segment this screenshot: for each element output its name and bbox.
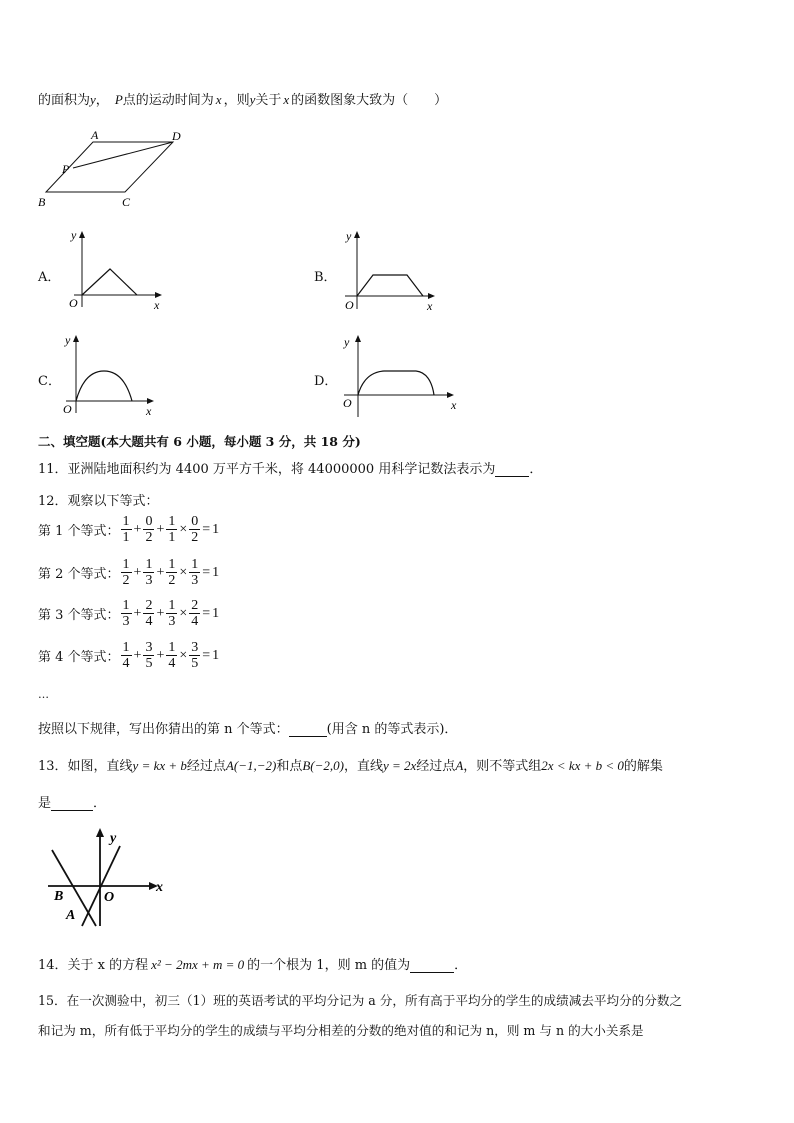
q13-end: ．: [93, 796, 107, 811]
q13-line1: y = kx + b: [132, 758, 187, 773]
fraction: $\frac{1}{2}$: [122, 557, 130, 588]
fraction: $\frac{0}{2}$: [145, 514, 153, 545]
origin-label: O: [345, 298, 354, 312]
label-b: B: [38, 195, 46, 209]
var-y: y: [90, 92, 96, 107]
fraction: $\frac{1}{2}$: [168, 557, 176, 588]
q14-end: ．: [454, 958, 468, 973]
q13-text-f: ，则不等式组: [463, 759, 542, 774]
origin-label: O: [69, 296, 78, 310]
var-p: P: [114, 92, 123, 107]
y-axis-arrow: [73, 335, 79, 342]
answer-blank[interactable]: [51, 796, 93, 811]
fraction: $\frac{1}{3}$: [145, 557, 153, 588]
q12-rule: [38, 718, 457, 737]
origin-label: O: [63, 402, 72, 416]
answer-blank[interactable]: [495, 462, 529, 477]
label-x: x: [156, 880, 163, 895]
var-x: x: [215, 92, 222, 107]
graph-triangle: [82, 269, 137, 295]
segment-pd: [73, 142, 173, 168]
axis-label-y: y: [344, 335, 350, 349]
q12-rule-text: 按照以下规律，写出你猜出的第 n 个等式：: [38, 722, 289, 737]
axis-label-y: y: [71, 228, 77, 242]
fraction: $\frac{1}{3}$: [122, 598, 130, 629]
section-title: 二、填空题(本大题共有 6 小题，每小题 3 分，共 18 分): [38, 434, 361, 449]
y-axis-arrow: [354, 231, 360, 238]
fraction: $\frac{3}{5}$: [191, 640, 199, 671]
q14-text-b: 的一个根为 1，则 m 的值为: [247, 958, 411, 973]
axis-label-y: y: [346, 229, 352, 243]
axis-label-x: x: [146, 404, 152, 418]
label-c: C: [122, 195, 131, 209]
fraction: $\frac{2}{4}$: [145, 598, 153, 629]
axis-label-x: x: [427, 299, 433, 313]
fraction: $\frac{1}{3}$: [168, 598, 176, 629]
label-d: D: [172, 129, 181, 143]
graph-arc: [76, 371, 132, 401]
equation-row: 第 2 个等式： $\frac{1}{2}$ + $\frac{1}{3}$ + $\frac{1}{2}$ × $\frac{1}{3}$ = 1: [38, 557, 220, 588]
q10-text-d: 关于: [255, 93, 282, 108]
q13-text-d: ，直线: [343, 759, 383, 774]
q10-text-e: 的函数图象大致为（ ）: [291, 93, 448, 108]
equation-result: 1: [212, 564, 220, 580]
axis-label-x: x: [154, 298, 160, 312]
equation-result: 1: [212, 647, 220, 663]
fraction: $\frac{1}{3}$: [191, 557, 199, 588]
q13-pt-a: A: [455, 758, 464, 773]
q13-text-e: 经过点: [416, 759, 456, 774]
q14-equation: x² − 2mx + m = 0: [151, 957, 245, 972]
option-a-label[interactable]: A．: [38, 270, 61, 285]
equation-label: 第 2 个等式：: [38, 567, 120, 582]
label-b: B: [54, 889, 64, 904]
label-y: y: [110, 831, 117, 846]
equation-label: 第 1 个等式：: [38, 524, 120, 539]
q10-text-a: 的面积为: [38, 93, 91, 108]
y-axis-arrow: [79, 231, 85, 238]
q13-figure: [44, 826, 174, 928]
equation-result: 1: [212, 521, 220, 537]
origin-label: O: [343, 396, 352, 410]
fraction: $\frac{0}{2}$: [191, 514, 199, 545]
axis-label-x: x: [451, 398, 457, 412]
ellipsis: …: [38, 688, 49, 701]
question-13-line2: [38, 792, 106, 811]
question-13: [38, 755, 663, 774]
q11-end: ．: [529, 462, 543, 477]
axis-label-y: y: [65, 333, 71, 347]
fraction: $\frac{2}{4}$: [191, 598, 199, 629]
var-y: y: [249, 92, 256, 107]
question-14: [38, 954, 467, 973]
q13-line2-text: 是: [38, 796, 52, 811]
option-c-label[interactable]: C．: [38, 374, 61, 389]
q13-text-a: 13．如图，直线: [38, 759, 133, 774]
label-a: A: [66, 908, 76, 923]
q13-text-c: 和点: [276, 759, 303, 774]
option-a-graph: [62, 227, 172, 317]
q11-text: 11．亚洲陆地面积约为 4400 万平方千米，将 44000000 用科学记数法表示为: [38, 462, 496, 477]
option-b-graph: [337, 227, 447, 317]
equation-result: 1: [212, 605, 220, 621]
fraction: $\frac{1}{1}$: [168, 514, 176, 545]
option-d-label[interactable]: D．: [314, 374, 338, 389]
equation-label: 第 4 个等式：: [38, 650, 120, 665]
graph-arc-flat: [358, 371, 434, 395]
label-a: A: [91, 128, 99, 142]
equation-row: 第 3 个等式： $\frac{1}{3}$ + $\frac{2}{4}$ + $\frac{1}{3}$ × $\frac{2}{4}$ = 1: [38, 598, 220, 629]
answer-blank[interactable]: [289, 722, 327, 737]
q13-text-g: 的解集: [623, 759, 663, 774]
q10-text-b: 点的运动时间为: [122, 93, 214, 108]
q13-inequality: 2x < kx + b < 0: [541, 758, 624, 773]
q13-line2: y = 2x: [382, 758, 417, 773]
option-d-graph: [334, 331, 464, 421]
q14-text-a: 14．关于 x 的方程: [38, 958, 149, 973]
equation-row: 第 1 个等式： $\frac{1}{1}$ + $\frac{0}{2}$ + $\frac{1}{1}$ × $\frac{0}{2}$ = 1: [38, 514, 220, 545]
q12-rule-end: (用含 n 的等式表示)．: [326, 722, 458, 737]
equation-label: 第 3 个等式：: [38, 608, 120, 623]
q10-stem: [38, 89, 447, 108]
q13-point-a: A(−1,−2): [225, 758, 277, 773]
answer-blank[interactable]: [410, 958, 454, 973]
q12-intro: 12．观察以下等式：: [38, 494, 159, 509]
equation-row: 第 4 个等式： $\frac{1}{4}$ + $\frac{3}{5}$ + $\frac{1}{4}$ × $\frac{3}{5}$ = 1: [38, 640, 220, 671]
question-15-line1: 15．在一次测验中，初三（1）班的英语考试的平均分记为 a 分，所有高于平均分的学生的成绩减去平均分的分数之: [38, 993, 683, 1008]
option-c-graph: [58, 331, 168, 421]
q13-text-b: 经过点: [186, 759, 226, 774]
q10-text-c: ，则: [223, 93, 250, 108]
y-axis-arrow: [96, 828, 104, 837]
label-p: P: [62, 162, 70, 176]
question-11: [38, 458, 542, 477]
fraction: $\frac{3}{5}$: [145, 640, 153, 671]
graph-trapezoid: [357, 275, 423, 296]
y-axis-arrow: [355, 335, 361, 342]
fraction: $\frac{1}{4}$: [122, 640, 130, 671]
fraction: $\frac{1}{4}$: [168, 640, 176, 671]
fraction: $\frac{1}{1}$: [122, 514, 130, 545]
label-o: O: [104, 890, 115, 905]
q10-sep: ，: [95, 93, 109, 108]
question-15-line2: 和记为 m，所有低于平均分的学生的成绩与平均分相差的分数的绝对值的和记为 n，则 m 与 n 的大小关系是: [38, 1023, 644, 1038]
q13-point-b: B(−2,0): [302, 758, 344, 773]
option-b-label[interactable]: B．: [314, 270, 337, 285]
var-x: x: [283, 92, 290, 107]
parallelogram-figure: [36, 128, 196, 210]
